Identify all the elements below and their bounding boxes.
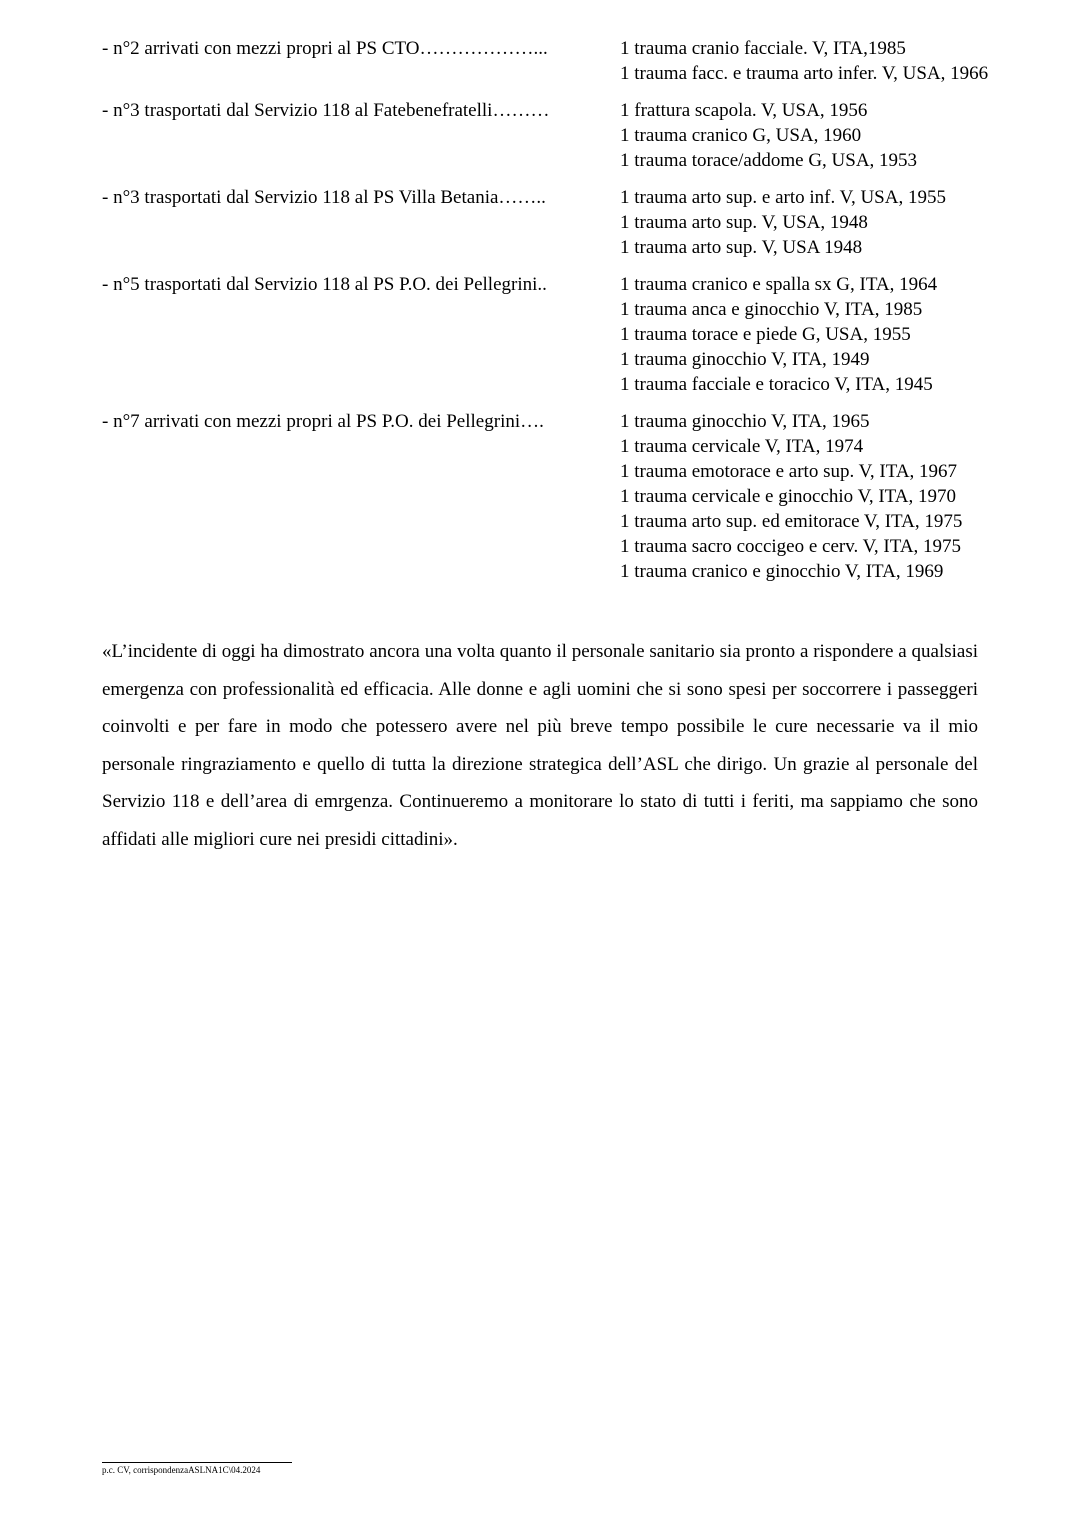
case-item: 1 trauma arto sup. e arto inf. V, USA, 1955 (620, 187, 946, 208)
case-item: 1 frattura scapola. V, USA, 1956 (620, 100, 868, 121)
case-item: 1 trauma ginocchio V, ITA, 1965 (620, 411, 870, 432)
transport-group-label: - n°7 arrivati con mezzi propri al PS P.O. dei Pellegrini…. (102, 411, 544, 432)
transport-group-label: - n°3 trasportati dal Servizio 118 al Fatebenefratelli……… (102, 100, 550, 121)
footer-note: p.c. CV, corrispondenzaASLNA1C\04.2024 (102, 1465, 261, 1475)
statement-quote: «L’incidente di oggi ha dimostrato ancora una volta quanto il personale sanitario sia pronto a rispondere a qualsiasi emergenza con professionalità ed efficacia. Alle donne e agli uomini che si sono spesi per soccorrere i passeggeri coinvolti e per fare in modo che potessero avere nel più breve tempo possibile le cure necessarie va il mio personale ringraziamento e quello di tutta la direzione strategica dell’ASL che dirigo. Un grazie al personale del Servizio 118 e dell’area di emrgenza. Continueremo a monitorare lo stato di tutti i feriti, ma sappiamo che sono affidati alle migliori cure nei presidi cittadini». (102, 641, 978, 850)
case-item: 1 trauma facciale e toracico V, ITA, 1945 (620, 374, 933, 395)
case-item: 1 trauma arto sup. ed emitorace V, ITA, 1975 (620, 511, 963, 532)
case-item: 1 trauma ginocchio V, ITA, 1949 (620, 349, 870, 370)
case-item: 1 trauma cranico e ginocchio V, ITA, 1969 (620, 561, 944, 582)
case-item: 1 trauma arto sup. V, USA 1948 (620, 237, 863, 258)
case-item: 1 trauma facc. e trauma arto infer. V, USA, 1966 (620, 63, 989, 84)
case-list (620, 409, 1062, 584)
transport-list (102, 36, 1062, 596)
case-item: 1 trauma emotorace e arto sup. V, ITA, 1967 (620, 461, 958, 482)
case-item: 1 trauma cervicale e ginocchio V, ITA, 1970 (620, 486, 956, 507)
case-list (620, 98, 1062, 173)
footer-divider (102, 1462, 292, 1463)
case-item: 1 trauma arto sup. V, USA, 1948 (620, 212, 868, 233)
transport-group (102, 409, 1062, 584)
transport-group-label: - n°3 trasportati dal Servizio 118 al PS Villa Betania…….. (102, 187, 546, 208)
case-list (620, 36, 1062, 86)
transport-group (102, 272, 1062, 397)
case-item: 1 trauma anca e ginocchio V, ITA, 1985 (620, 299, 923, 320)
transport-group-label: - n°5 trasportati dal Servizio 118 al PS P.O. dei Pellegrini.. (102, 274, 547, 295)
transport-group (102, 98, 1062, 173)
case-item: 1 trauma torace e piede G, USA, 1955 (620, 324, 911, 345)
case-item: 1 trauma sacro coccigeo e cerv. V, ITA, 1975 (620, 536, 962, 557)
case-item: 1 trauma torace/addome G, USA, 1953 (620, 150, 918, 171)
case-list (620, 185, 1062, 260)
transport-group (102, 185, 1062, 260)
case-item: 1 trauma cranico G, USA, 1960 (620, 125, 862, 146)
transport-group (102, 36, 1062, 86)
case-item: 1 trauma cervicale V, ITA, 1974 (620, 436, 864, 457)
case-item: 1 trauma cranio facciale. V, ITA,1985 (620, 38, 906, 59)
case-list (620, 272, 1062, 397)
transport-group-label: - n°2 arrivati con mezzi propri al PS CTO………………... (102, 38, 548, 59)
case-item: 1 trauma cranico e spalla sx G, ITA, 1964 (620, 274, 938, 295)
